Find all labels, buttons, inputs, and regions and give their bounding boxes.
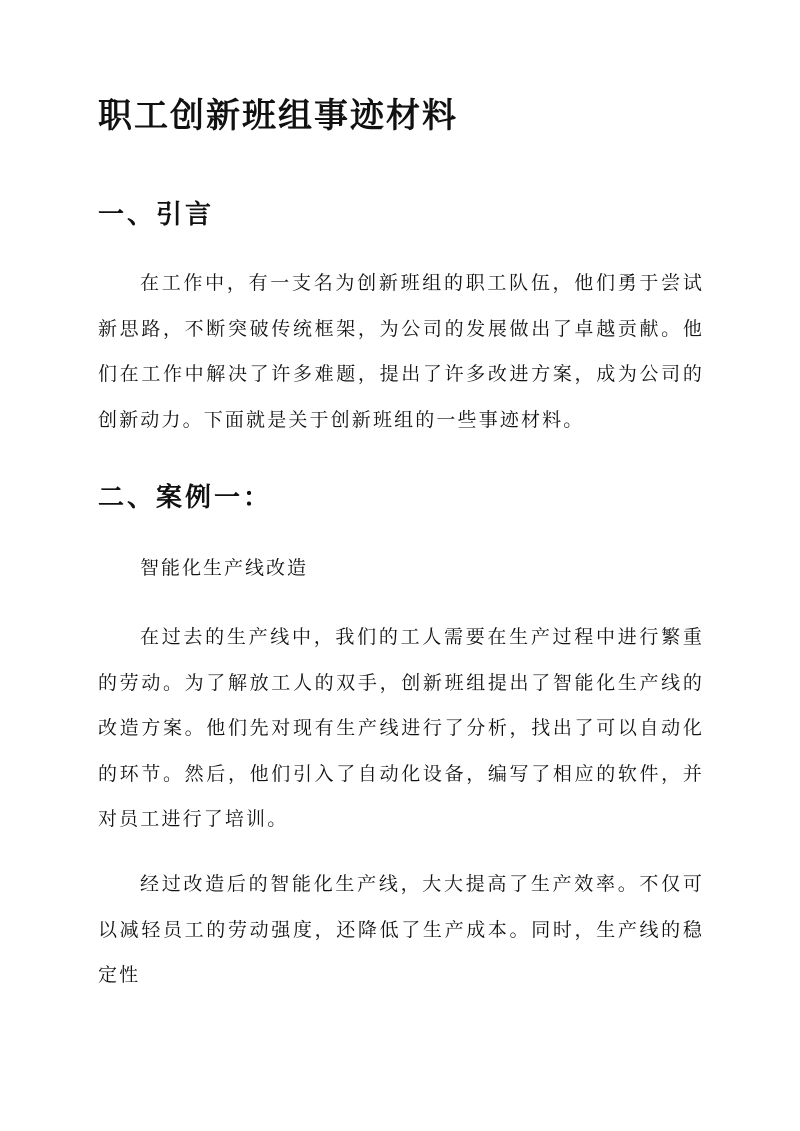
case-one-paragraph: 经过改造后的智能化生产线，大大提高了生产效率。不仅可以减轻员工的劳动强度，还降低了生产成本。同时，生产线的稳定性 [98,873,704,986]
case-one-paragraph: 在过去的生产线中，我们的工人需要在生产过程中进行繁重的劳动。为了解放工人的双手，创新班组提出了智能化生产线的改造方案。他们先对现有生产线进行了分析，找出了可以自动化的环节。然后，他们引入了自动化设备，编写了相应的软件，并对员工进行了培训。 [98,626,704,830]
introduction-paragraph: 在工作中，有一支名为创新班组的职工队伍，他们勇于尝试新思路，不断突破传统框架，为公司的发展做出了卓越贡献。他们在工作中解决了许多难题，提出了许多改进方案，成为公司的创新动力。下面就是关于创新班组的一些事迹材料。 [98,272,704,431]
section-heading-introduction: 一、引言 [98,200,215,230]
document-title: 职工创新班组事迹材料 [98,96,458,136]
section-heading-case-one: 二、案例一： [98,483,273,513]
case-one-subheading: 智能化生产线改造 [140,557,309,579]
